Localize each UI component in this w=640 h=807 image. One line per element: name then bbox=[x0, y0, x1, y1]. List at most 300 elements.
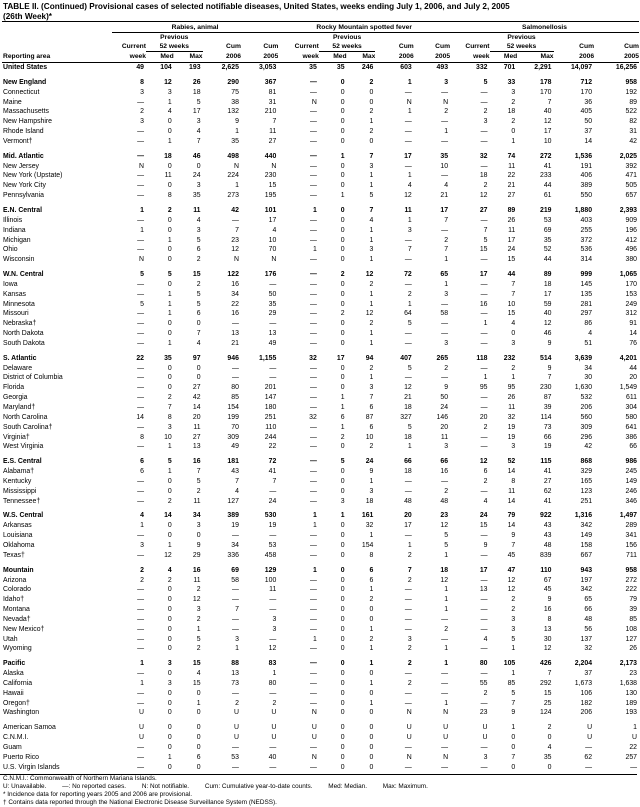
value-cell: 35 bbox=[164, 354, 172, 362]
value-cell: 154 bbox=[227, 404, 239, 411]
value-cell: 17 bbox=[192, 108, 201, 116]
value-cell: 0 bbox=[340, 137, 345, 145]
table-row bbox=[2, 216, 639, 226]
value-cell: 24 bbox=[192, 172, 201, 180]
value-cell: 0 bbox=[340, 660, 345, 668]
value-cell: — bbox=[137, 152, 144, 160]
value-cell: 5 bbox=[196, 635, 201, 643]
value-cell: 49 bbox=[136, 64, 144, 71]
value-cell: 16 bbox=[192, 566, 201, 574]
value-cell: — bbox=[269, 689, 277, 697]
value-cell: — bbox=[480, 404, 488, 411]
value-cell: 2 bbox=[369, 635, 374, 643]
value-cell: 48 bbox=[440, 497, 449, 505]
value-cell: 12 bbox=[404, 192, 412, 200]
value-cell: — bbox=[309, 586, 317, 594]
value-cell: 0 bbox=[340, 374, 345, 382]
value-cell: N bbox=[443, 753, 449, 761]
value-cell: 19 bbox=[507, 433, 516, 441]
value-cell: 0 bbox=[369, 753, 374, 761]
value-cell: 193 bbox=[189, 64, 201, 71]
year-2005-header: 2005 bbox=[241, 52, 278, 63]
value-cell: 2 bbox=[140, 566, 144, 574]
value-cell: 12 bbox=[507, 586, 516, 594]
value-cell: — bbox=[404, 236, 412, 244]
value-cell: N bbox=[406, 98, 412, 106]
table-row bbox=[2, 442, 639, 452]
value-cell: 10 bbox=[507, 300, 516, 308]
value-cell: N bbox=[406, 709, 412, 717]
value-cell: 2 bbox=[444, 364, 449, 372]
value-cell: 0 bbox=[340, 443, 345, 451]
value-cell: 19 bbox=[507, 423, 516, 431]
value-cell: 25 bbox=[543, 699, 552, 707]
value-cell: 1 bbox=[140, 679, 144, 687]
value-cell: 1 bbox=[312, 246, 317, 254]
table-row bbox=[2, 373, 639, 383]
value-cell: 1 bbox=[407, 108, 412, 116]
reporting-area-header: Reporting area bbox=[2, 52, 112, 63]
table-row bbox=[2, 753, 639, 763]
value-cell: — bbox=[137, 497, 144, 505]
value-cell: 5 bbox=[444, 532, 449, 540]
value-cell: — bbox=[232, 586, 239, 594]
value-cell: 4 bbox=[196, 670, 201, 678]
value-cell: 1 bbox=[235, 645, 239, 653]
value-cell: 115 bbox=[540, 458, 552, 466]
value-cell: 12 bbox=[440, 576, 449, 584]
value-cell: 15 bbox=[479, 246, 488, 254]
value-cell: 58 bbox=[231, 576, 239, 584]
value-cell: 4 bbox=[167, 108, 172, 116]
year-2006-header: 2006 bbox=[203, 52, 241, 63]
value-cell: U bbox=[233, 724, 239, 732]
value-cell: 2 bbox=[272, 699, 277, 707]
value-cell: — bbox=[232, 625, 239, 633]
value-cell: 6 bbox=[196, 246, 201, 254]
table-row bbox=[2, 689, 639, 699]
value-cell: — bbox=[309, 606, 317, 614]
value-cell: 23 bbox=[231, 236, 239, 244]
cum-label: Cum bbox=[226, 43, 241, 51]
value-cell: 2 bbox=[167, 206, 172, 214]
value-cell: — bbox=[480, 625, 488, 633]
value-cell: 39 bbox=[629, 606, 637, 614]
value-cell: 91 bbox=[629, 320, 637, 328]
value-cell: 0 bbox=[340, 551, 345, 559]
value-cell: 4 bbox=[167, 566, 172, 574]
value-cell: 5 bbox=[483, 236, 488, 244]
value-cell: 20 bbox=[192, 413, 201, 421]
value-cell: 2 bbox=[407, 679, 412, 687]
value-cell: — bbox=[309, 88, 317, 96]
value-cell: 530 bbox=[264, 512, 277, 520]
value-cell: 23 bbox=[629, 670, 637, 678]
value-cell: 7 bbox=[444, 246, 449, 254]
value-cell: 2 bbox=[369, 108, 374, 116]
value-cell: — bbox=[269, 635, 277, 643]
value-cell: 11 bbox=[508, 226, 516, 234]
value-cell: 52 bbox=[543, 246, 552, 254]
value-cell: 1,536 bbox=[574, 152, 593, 160]
value-cell: 30 bbox=[584, 374, 593, 382]
table-row bbox=[2, 521, 639, 531]
area-cell: Massachusetts bbox=[3, 108, 49, 116]
value-cell: 11 bbox=[193, 497, 201, 505]
value-cell: 244 bbox=[264, 433, 277, 441]
value-cell: — bbox=[232, 615, 239, 623]
table-row bbox=[2, 245, 639, 255]
value-cell: 69 bbox=[543, 226, 552, 234]
value-cell: 1 bbox=[407, 172, 412, 180]
value-cell: 1 bbox=[167, 236, 172, 244]
value-cell: 2 bbox=[407, 645, 412, 653]
value-cell: 12 bbox=[479, 458, 488, 466]
value-cell: 192 bbox=[625, 88, 637, 96]
value-cell: 273 bbox=[227, 192, 239, 200]
value-cell: 2 bbox=[340, 433, 345, 441]
value-cell: — bbox=[441, 763, 449, 771]
value-cell: 39 bbox=[543, 404, 552, 411]
value-cell: 346 bbox=[625, 497, 637, 505]
value-cell: 0 bbox=[167, 216, 172, 224]
value-cell: — bbox=[137, 404, 144, 411]
value-cell: 27 bbox=[192, 384, 201, 392]
value-cell: N bbox=[406, 753, 412, 761]
value-cell: 165 bbox=[580, 477, 593, 485]
value-cell: 296 bbox=[580, 433, 593, 441]
med-header: Med bbox=[146, 52, 174, 63]
value-cell: N bbox=[139, 256, 144, 264]
cum-label: Cum bbox=[398, 43, 414, 51]
value-cell: 72 bbox=[268, 458, 277, 466]
cum-label: Cum bbox=[263, 43, 279, 51]
value-cell: 1 bbox=[444, 256, 449, 264]
value-cell: 0 bbox=[167, 477, 172, 485]
value-cell: 20 bbox=[440, 423, 449, 431]
value-cell: 70 bbox=[268, 246, 277, 254]
med-header: Med bbox=[319, 52, 347, 63]
value-cell: 149 bbox=[625, 477, 637, 485]
value-cell: — bbox=[232, 216, 239, 224]
value-cell: 10 bbox=[365, 433, 374, 441]
value-cell: — bbox=[441, 118, 449, 126]
value-cell: 0 bbox=[196, 320, 201, 328]
value-cell: 122 bbox=[227, 271, 239, 279]
value-cell: 406 bbox=[580, 172, 593, 180]
value-cell: — bbox=[232, 364, 239, 372]
table-row bbox=[2, 339, 639, 349]
value-cell: 22 bbox=[231, 300, 239, 308]
value-cell: — bbox=[480, 128, 488, 136]
value-cell: 0 bbox=[167, 364, 172, 372]
value-cell: 1 bbox=[167, 753, 172, 761]
value-cell: 0 bbox=[196, 374, 201, 382]
value-cell: 4 bbox=[272, 226, 277, 234]
value-cell: 1,155 bbox=[259, 354, 277, 362]
value-cell: 9 bbox=[511, 709, 516, 717]
value-cell: 14 bbox=[164, 512, 172, 520]
value-cell: 44 bbox=[543, 256, 552, 264]
value-cell: 1 bbox=[369, 339, 374, 347]
value-cell: 158 bbox=[580, 541, 593, 549]
value-cell: 2 bbox=[369, 443, 374, 451]
value-cell: N bbox=[139, 162, 144, 170]
value-cell: 15 bbox=[192, 660, 201, 668]
value-cell: 1,065 bbox=[619, 271, 637, 279]
value-cell: — bbox=[441, 670, 449, 678]
value-cell: — bbox=[309, 404, 317, 411]
value-cell: 0 bbox=[340, 98, 345, 106]
value-cell: 27 bbox=[507, 192, 516, 200]
value-cell: 1 bbox=[369, 679, 374, 687]
table-row bbox=[2, 98, 639, 108]
area-cell: Arizona bbox=[3, 576, 27, 584]
value-cell: — bbox=[309, 477, 317, 485]
value-cell: 79 bbox=[507, 512, 516, 520]
value-cell: 8 bbox=[140, 433, 144, 441]
value-cell: 135 bbox=[580, 290, 593, 298]
value-cell: — bbox=[309, 699, 317, 707]
area-cell: Virginia† bbox=[3, 433, 30, 441]
value-cell: 35 bbox=[231, 137, 239, 145]
value-cell: — bbox=[309, 300, 317, 308]
value-cell: — bbox=[309, 192, 317, 200]
value-cell: 496 bbox=[625, 246, 637, 254]
value-cell: 1 bbox=[407, 541, 412, 549]
value-cell: 4 bbox=[444, 182, 449, 190]
value-cell: 314 bbox=[580, 256, 593, 264]
header-previous-row bbox=[2, 33, 639, 43]
value-cell: 206 bbox=[580, 709, 593, 717]
value-cell: — bbox=[309, 226, 317, 234]
table-row bbox=[2, 551, 639, 561]
value-cell: 18 bbox=[192, 88, 201, 96]
value-cell: — bbox=[137, 670, 144, 678]
value-cell: — bbox=[309, 374, 317, 382]
value-cell: 7 bbox=[547, 670, 552, 678]
value-cell: — bbox=[441, 172, 449, 180]
value-cell: N bbox=[311, 98, 317, 106]
area-cell: Indiana bbox=[3, 226, 26, 234]
value-cell: 21 bbox=[231, 339, 239, 347]
value-cell: 412 bbox=[625, 236, 637, 244]
value-cell: — bbox=[480, 137, 488, 145]
value-cell: — bbox=[404, 763, 412, 771]
value-cell: N bbox=[271, 162, 277, 170]
value-cell: — bbox=[137, 423, 144, 431]
max-header: Max bbox=[347, 52, 376, 63]
value-cell: 2 bbox=[444, 108, 449, 116]
value-cell: — bbox=[309, 172, 317, 180]
value-cell: 24 bbox=[365, 458, 374, 466]
value-cell: 44 bbox=[629, 364, 637, 372]
value-cell: 2 bbox=[407, 660, 412, 668]
value-cell: — bbox=[137, 551, 144, 559]
value-cell: 4 bbox=[511, 320, 516, 328]
value-cell: 27 bbox=[543, 477, 552, 485]
value-cell: 309 bbox=[227, 433, 239, 441]
value-cell: 40 bbox=[543, 310, 552, 318]
value-cell: 386 bbox=[625, 433, 637, 441]
table-row bbox=[2, 659, 639, 669]
area-cell: Hawaii bbox=[3, 689, 24, 697]
value-cell: 0 bbox=[340, 763, 345, 771]
value-cell: 210 bbox=[264, 108, 277, 116]
value-cell: — bbox=[309, 384, 317, 392]
area-cell: Kansas bbox=[3, 290, 26, 298]
value-cell: 1 bbox=[369, 330, 374, 338]
value-cell: — bbox=[404, 374, 412, 382]
value-cell: 89 bbox=[507, 206, 516, 214]
value-cell: — bbox=[404, 477, 412, 485]
value-cell: 329 bbox=[580, 468, 593, 476]
value-cell: 1 bbox=[444, 660, 449, 668]
week-header: week bbox=[112, 52, 146, 63]
value-cell: 9 bbox=[547, 596, 552, 604]
value-cell: N bbox=[443, 709, 449, 717]
value-cell: 3 bbox=[511, 625, 516, 633]
table-row bbox=[2, 541, 639, 551]
value-cell: 0 bbox=[369, 137, 374, 145]
value-cell: 6 bbox=[369, 404, 374, 411]
value-cell: 0 bbox=[369, 744, 374, 751]
value-cell: 2 bbox=[196, 586, 201, 594]
value-cell: 3 bbox=[196, 118, 201, 126]
value-cell: 0 bbox=[167, 320, 172, 328]
table-row bbox=[2, 152, 639, 162]
value-cell: 3 bbox=[369, 384, 374, 392]
value-cell: — bbox=[480, 162, 488, 170]
value-cell: 1 bbox=[340, 512, 345, 520]
area-cell: Washington bbox=[3, 709, 40, 717]
value-cell: 4 bbox=[547, 744, 552, 751]
value-cell: 4 bbox=[407, 182, 412, 190]
value-cell: 272 bbox=[540, 152, 552, 160]
value-cell: 0 bbox=[511, 330, 516, 338]
value-cell: 292 bbox=[540, 679, 552, 687]
value-cell: 82 bbox=[629, 118, 637, 126]
value-cell: — bbox=[630, 763, 637, 771]
value-cell: 5 bbox=[140, 271, 144, 279]
value-cell: 2 bbox=[511, 98, 516, 106]
value-cell: 868 bbox=[580, 458, 593, 466]
value-cell: — bbox=[480, 443, 488, 451]
value-cell: 27 bbox=[268, 137, 277, 145]
value-cell: — bbox=[309, 216, 317, 224]
value-cell: 48 bbox=[584, 615, 593, 623]
area-cell: American Samoa bbox=[3, 724, 56, 732]
table-row bbox=[2, 270, 639, 280]
value-cell: 201 bbox=[264, 384, 277, 392]
value-cell: — bbox=[309, 152, 317, 160]
value-cell: 16 bbox=[231, 310, 239, 318]
value-cell: 58 bbox=[440, 310, 449, 318]
value-cell: 16 bbox=[479, 300, 488, 308]
value-cell: N bbox=[311, 753, 317, 761]
value-cell: 1 bbox=[444, 280, 449, 288]
value-cell: 986 bbox=[625, 458, 637, 466]
value-cell: — bbox=[309, 310, 317, 318]
value-cell: 7 bbox=[272, 118, 277, 126]
table-row bbox=[2, 615, 639, 625]
value-cell: 6 bbox=[140, 468, 144, 476]
value-cell: 17 bbox=[440, 206, 449, 214]
value-cell: — bbox=[309, 330, 317, 338]
value-cell: 73 bbox=[543, 423, 552, 431]
value-cell: — bbox=[404, 487, 412, 495]
value-cell: 246 bbox=[625, 487, 637, 495]
value-cell: 16 bbox=[231, 280, 239, 288]
value-cell: 1 bbox=[196, 699, 201, 707]
value-cell: 12 bbox=[404, 384, 412, 392]
value-cell: 327 bbox=[400, 413, 412, 421]
area-cell: New Mexico† bbox=[3, 625, 45, 633]
value-cell: — bbox=[441, 615, 449, 623]
value-cell: 14 bbox=[629, 330, 637, 338]
value-cell: 2 bbox=[340, 310, 345, 318]
value-cell: 13 bbox=[268, 330, 277, 338]
value-cell: 146 bbox=[436, 413, 449, 421]
value-cell: 49 bbox=[231, 443, 239, 451]
value-cell: — bbox=[480, 596, 488, 604]
current-label: Current bbox=[121, 43, 146, 51]
value-cell: 0 bbox=[340, 118, 345, 126]
value-cell: N bbox=[233, 162, 239, 170]
value-cell: 0 bbox=[340, 128, 345, 136]
table-row bbox=[2, 236, 639, 246]
value-cell: 118 bbox=[476, 354, 488, 362]
value-cell: — bbox=[309, 670, 317, 678]
value-cell: 2 bbox=[444, 236, 449, 244]
table-row bbox=[2, 88, 639, 98]
value-cell: 958 bbox=[625, 566, 637, 574]
value-cell: — bbox=[480, 310, 488, 318]
legend-no-cases: —: No reported cases. bbox=[62, 782, 127, 790]
value-cell: 2 bbox=[369, 364, 374, 372]
value-cell: 341 bbox=[625, 532, 637, 540]
value-cell: 3 bbox=[407, 226, 412, 234]
value-cell: 3 bbox=[272, 615, 277, 623]
table-row bbox=[2, 383, 639, 393]
value-cell: 0 bbox=[196, 734, 201, 742]
value-cell: 265 bbox=[436, 354, 449, 362]
value-cell: 37 bbox=[584, 128, 593, 136]
value-cell: 2,025 bbox=[619, 152, 637, 160]
value-cell: 31 bbox=[268, 98, 277, 106]
value-cell: 1 bbox=[312, 512, 317, 520]
value-cell: 7 bbox=[511, 280, 516, 288]
value-cell: 0 bbox=[340, 689, 345, 697]
value-cell: 22 bbox=[629, 744, 637, 751]
value-cell: 2 bbox=[196, 256, 201, 264]
value-cell: 2 bbox=[167, 497, 172, 505]
area-cell: Montana bbox=[3, 606, 30, 614]
value-cell: 24 bbox=[440, 404, 449, 411]
value-cell: 389 bbox=[227, 512, 239, 520]
value-cell: 336 bbox=[227, 551, 239, 559]
area-cell: Idaho† bbox=[3, 596, 25, 604]
value-cell: 35 bbox=[336, 64, 345, 71]
value-cell: 11 bbox=[508, 162, 516, 170]
value-cell: 81 bbox=[268, 88, 277, 96]
value-cell: 0 bbox=[196, 724, 201, 732]
value-cell: — bbox=[269, 532, 277, 540]
area-cell: New York City bbox=[3, 182, 46, 190]
value-cell: 21 bbox=[404, 394, 412, 402]
value-cell: — bbox=[309, 468, 317, 476]
value-cell: — bbox=[309, 541, 317, 549]
